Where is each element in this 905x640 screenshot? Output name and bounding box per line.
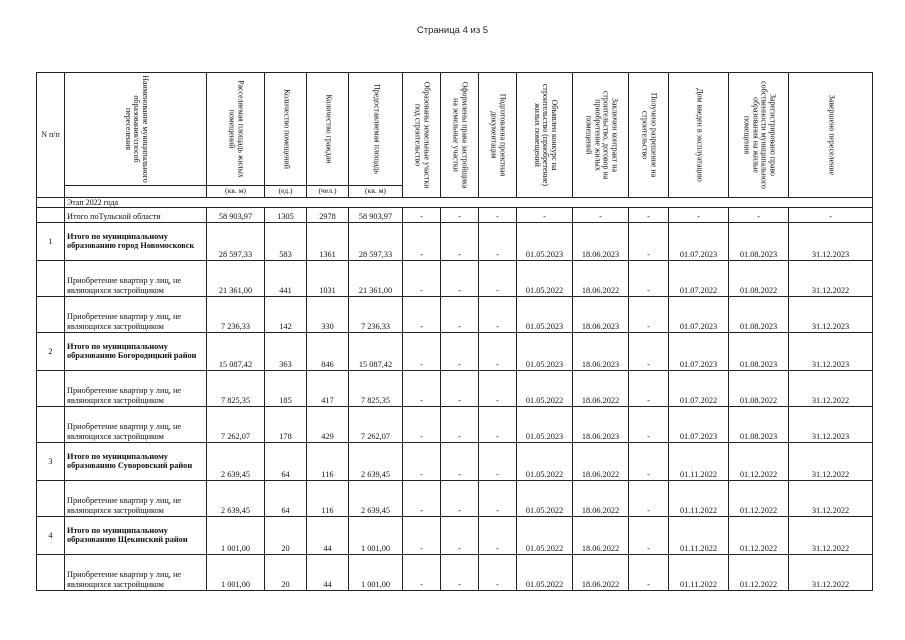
- cell-ownership-date: 01.08.2022: [729, 371, 789, 407]
- method-row: [37, 371, 873, 407]
- cell-permit: -: [629, 261, 669, 297]
- cell-tender-date: 01.05.2022: [517, 517, 573, 555]
- municipality-name: Итого по муниципальному образованию Щекинский район: [65, 517, 207, 555]
- cell-land-plots: -: [403, 371, 441, 407]
- cell-area-provided: 28 597,33: [349, 223, 403, 261]
- cell-project-docs: -: [479, 223, 517, 261]
- cell-land-rights: -: [441, 333, 479, 371]
- cell-area-provided: 1 001,00: [349, 517, 403, 555]
- cell-ownership-date: 01.12.2022: [729, 555, 789, 591]
- cell-permit: -: [629, 407, 669, 443]
- cell-completed-date: 31.12.2023: [789, 223, 873, 261]
- cell-permit: -: [629, 555, 669, 591]
- cell-commissioned-date: 01.07.2023: [669, 297, 729, 333]
- total-dash: -: [441, 208, 479, 223]
- cell-land-rights: -: [441, 371, 479, 407]
- cell-project-docs: -: [479, 333, 517, 371]
- cell-rooms: 441: [265, 261, 307, 297]
- col-header-ownership-registered: Зарегистрировано право собственности муниципального образования на жилые помещения: [729, 73, 789, 198]
- cell-rooms: 178: [265, 407, 307, 443]
- cell-commissioned-date: 01.11.2022: [669, 481, 729, 517]
- row-index: [37, 555, 65, 591]
- cell-commissioned-date: 01.11.2022: [669, 443, 729, 481]
- cell-commissioned-date: 01.07.2023: [669, 223, 729, 261]
- total-dash: -: [403, 208, 441, 223]
- cell-area-resettled: 28 597,33: [207, 223, 265, 261]
- unit-people: (чел.): [307, 186, 349, 198]
- cell-area-provided: 2 639,45: [349, 481, 403, 517]
- cell-area-resettled: 21 361,00: [207, 261, 265, 297]
- cell-completed-date: 31.12.2023: [789, 407, 873, 443]
- col-header-tender-announced: Объявлен конкурс на строительство (приобретение) жилых помещений: [517, 73, 573, 198]
- cell-contract-date: 18.06.2023: [573, 223, 629, 261]
- cell-project-docs: -: [479, 297, 517, 333]
- cell-completed-date: 31.12.2022: [789, 371, 873, 407]
- total-dash: -: [789, 208, 873, 223]
- page-number-header: Страница 4 из 5: [416, 25, 489, 36]
- cell-area-resettled: 2 639,45: [207, 481, 265, 517]
- cell-land-rights: -: [441, 407, 479, 443]
- cell-land-rights: -: [441, 223, 479, 261]
- cell-project-docs: -: [479, 443, 517, 481]
- cell-area-provided: 1 001,00: [349, 555, 403, 591]
- method-row: [37, 261, 873, 297]
- cell-rooms: 64: [265, 443, 307, 481]
- cell-ownership-date: 01.08.2022: [729, 261, 789, 297]
- total-area-provided: 58 903,97: [349, 208, 403, 223]
- method-row: [37, 555, 873, 591]
- cell-contract-date: 18.06.2022: [573, 443, 629, 481]
- municipality-total-row: [37, 443, 873, 481]
- cell-completed-date: 31.12.2022: [789, 481, 873, 517]
- cell-people: 429: [307, 407, 349, 443]
- col-header-resettlement-completed: Завершено переселение: [789, 73, 873, 198]
- col-header-area-provided: Предоставляемая площадь: [349, 73, 403, 186]
- cell-completed-date: 31.12.2023: [789, 297, 873, 333]
- cell-ownership-date: 01.12.2022: [729, 481, 789, 517]
- cell-completed-date: 31.12.2022: [789, 261, 873, 297]
- cell-contract-date: 18.06.2022: [573, 555, 629, 591]
- municipality-name: Итого по муниципальному образованию Богородицкий район: [65, 333, 207, 371]
- total-people: 2978: [307, 208, 349, 223]
- cell-land-rights: -: [441, 297, 479, 333]
- municipality-name: Итого по муниципальному образованию город Новомосковск: [65, 223, 207, 261]
- total-rooms: 1305: [265, 208, 307, 223]
- cell-area-resettled: 2 639,45: [207, 443, 265, 481]
- cell-project-docs: -: [479, 481, 517, 517]
- cell-land-rights: -: [441, 555, 479, 591]
- cell-contract-date: 18.06.2023: [573, 333, 629, 371]
- cell-tender-date: 01.05.2022: [517, 261, 573, 297]
- method-name: Приобретение квартир у лиц, не являющихся застройщиком: [65, 555, 207, 591]
- municipality-total-row: [37, 223, 873, 261]
- total-dash: -: [729, 208, 789, 223]
- cell-permit: -: [629, 443, 669, 481]
- cell-contract-date: 18.06.2023: [573, 297, 629, 333]
- cell-commissioned-date: 01.07.2022: [669, 371, 729, 407]
- municipality-name: Итого по муниципальному образованию Суворовский район: [65, 443, 207, 481]
- col-header-house-commissioned: Дом введен в эксплуатацию: [669, 73, 729, 198]
- cell-rooms: 20: [265, 555, 307, 591]
- cell-land-plots: -: [403, 297, 441, 333]
- cell-permit: -: [629, 223, 669, 261]
- method-row: [37, 297, 873, 333]
- cell-ownership-date: 01.12.2022: [729, 443, 789, 481]
- row-index: [37, 481, 65, 517]
- cell-ownership-date: 01.08.2023: [729, 407, 789, 443]
- cell-area-resettled: 1 001,00: [207, 555, 265, 591]
- cell-people: 116: [307, 481, 349, 517]
- total-dash: -: [629, 208, 669, 223]
- total-name: Итого поТульской области: [65, 208, 207, 223]
- cell-completed-date: 31.12.2023: [789, 333, 873, 371]
- cell-people: 116: [307, 443, 349, 481]
- cell-project-docs: -: [479, 517, 517, 555]
- cell-tender-date: 01.05.2022: [517, 555, 573, 591]
- row-index: 3: [37, 443, 65, 481]
- stage-label: Этап 2022 года: [65, 198, 873, 208]
- cell-people: 330: [307, 297, 349, 333]
- cell-land-plots: -: [403, 517, 441, 555]
- col-header-permit-received: Получено разрешение на строительство: [629, 73, 669, 198]
- cell-tender-date: 01.05.2022: [517, 443, 573, 481]
- cell-people: 417: [307, 371, 349, 407]
- total-area-resettled: 58 903,97: [207, 208, 265, 223]
- cell-contract-date: 18.06.2023: [573, 407, 629, 443]
- cell-area-provided: 7 236,33: [349, 297, 403, 333]
- total-dash: -: [573, 208, 629, 223]
- cell-permit: -: [629, 481, 669, 517]
- col-header-people-count: Количество граждан: [307, 73, 349, 186]
- cell-tender-date: 01.05.2023: [517, 297, 573, 333]
- cell-project-docs: -: [479, 371, 517, 407]
- cell-permit: -: [629, 371, 669, 407]
- cell-ownership-date: 01.08.2023: [729, 333, 789, 371]
- cell-contract-date: 18.06.2022: [573, 517, 629, 555]
- col-header-area-resettled: Расселяемая площадь жилых помещений: [207, 73, 265, 186]
- col-header-project-docs: Подготовлена проектная документация: [479, 73, 517, 198]
- cell-completed-date: 31.12.2022: [789, 517, 873, 555]
- cell-ownership-date: 01.12.2022: [729, 517, 789, 555]
- col-header-npp: N п/п: [37, 73, 65, 198]
- cell-rooms: 185: [265, 371, 307, 407]
- cell-rooms: 20: [265, 517, 307, 555]
- cell-area-resettled: 7 825,35: [207, 371, 265, 407]
- cell-people: 44: [307, 555, 349, 591]
- cell-rooms: 64: [265, 481, 307, 517]
- row-index: 2: [37, 333, 65, 371]
- row-index: 4: [37, 517, 65, 555]
- cell-land-rights: -: [441, 481, 479, 517]
- cell-rooms: 583: [265, 223, 307, 261]
- cell-permit: -: [629, 333, 669, 371]
- cell-people: 44: [307, 517, 349, 555]
- cell-area-resettled: 7 236,33: [207, 297, 265, 333]
- row-index: [37, 297, 65, 333]
- cell-land-plots: -: [403, 407, 441, 443]
- unit-area-resettled: (кв. м): [207, 186, 265, 198]
- cell-ownership-date: 01.08.2023: [729, 223, 789, 261]
- cell-land-rights: -: [441, 261, 479, 297]
- unit-area-provided: (кв. м): [349, 186, 403, 198]
- cell-land-plots: -: [403, 223, 441, 261]
- col-header-contract-signed: Заключен контракт на строительство, договор на приобретение жилых помещений: [573, 73, 629, 198]
- cell-tender-date: 01.05.2023: [517, 223, 573, 261]
- cell-ownership-date: 01.08.2023: [729, 297, 789, 333]
- municipality-total-row: [37, 517, 873, 555]
- cell-permit: -: [629, 297, 669, 333]
- total-row: [37, 208, 873, 223]
- method-name: Приобретение квартир у лиц, не являющихся застройщиком: [65, 297, 207, 333]
- cell-area-provided: 15 087,42: [349, 333, 403, 371]
- cell-people: 1031: [307, 261, 349, 297]
- header-row: [37, 73, 873, 186]
- cell-contract-date: 18.06.2022: [573, 481, 629, 517]
- total-dash: -: [479, 208, 517, 223]
- resettlement-plan-table: [36, 72, 873, 591]
- cell-people: 846: [307, 333, 349, 371]
- cell-people: 1361: [307, 223, 349, 261]
- cell-tender-date: 01.05.2023: [517, 333, 573, 371]
- cell-land-plots: -: [403, 333, 441, 371]
- row-index: [37, 261, 65, 297]
- cell-permit: -: [629, 517, 669, 555]
- method-row: [37, 481, 873, 517]
- cell-completed-date: 31.12.2022: [789, 443, 873, 481]
- row-index: [37, 407, 65, 443]
- cell-land-rights: -: [441, 443, 479, 481]
- cell-tender-date: 01.05.2022: [517, 481, 573, 517]
- cell-land-plots: -: [403, 443, 441, 481]
- cell-area-provided: 7 262,07: [349, 407, 403, 443]
- total-dash: -: [669, 208, 729, 223]
- cell-completed-date: 31.12.2022: [789, 555, 873, 591]
- total-dash: -: [517, 208, 573, 223]
- col-header-land-rights: Оформлены права застройщика на земельные участки: [441, 73, 479, 198]
- cell-land-plots: -: [403, 555, 441, 591]
- unit-rooms: (ед.): [265, 186, 307, 198]
- cell-land-plots: -: [403, 481, 441, 517]
- method-row: [37, 407, 873, 443]
- method-name: Приобретение квартир у лиц, не являющихся застройщиком: [65, 261, 207, 297]
- cell-tender-date: 01.05.2023: [517, 407, 573, 443]
- stage-row: [37, 198, 873, 208]
- col-header-name: Наименование муниципального образования/способ переселения: [65, 73, 207, 186]
- cell-commissioned-date: 01.07.2023: [669, 407, 729, 443]
- cell-area-provided: 7 825,35: [349, 371, 403, 407]
- cell-commissioned-date: 01.07.2023: [669, 333, 729, 371]
- cell-contract-date: 18.06.2022: [573, 371, 629, 407]
- col-header-land-plots: Образованы земельные участки под строительство: [403, 73, 441, 198]
- cell-project-docs: -: [479, 407, 517, 443]
- cell-area-provided: 21 361,00: [349, 261, 403, 297]
- row-index: 1: [37, 223, 65, 261]
- cell-commissioned-date: 01.11.2022: [669, 555, 729, 591]
- cell-land-plots: -: [403, 261, 441, 297]
- method-name: Приобретение квартир у лиц, не являющихся застройщиком: [65, 407, 207, 443]
- cell-tender-date: 01.05.2022: [517, 371, 573, 407]
- cell-area-provided: 2 639,45: [349, 443, 403, 481]
- cell-rooms: 142: [265, 297, 307, 333]
- cell-area-resettled: 1 001,00: [207, 517, 265, 555]
- cell-area-resettled: 7 262,07: [207, 407, 265, 443]
- row-index: [37, 371, 65, 407]
- cell-project-docs: -: [479, 261, 517, 297]
- cell-land-rights: -: [441, 517, 479, 555]
- method-name: Приобретение квартир у лиц, не являющихся застройщиком: [65, 481, 207, 517]
- method-name: Приобретение квартир у лиц, не являющихся застройщиком: [65, 371, 207, 407]
- units-name-empty: [65, 186, 207, 198]
- cell-contract-date: 18.06.2022: [573, 261, 629, 297]
- cell-area-resettled: 15 087,42: [207, 333, 265, 371]
- municipality-total-row: [37, 333, 873, 371]
- cell-project-docs: -: [479, 555, 517, 591]
- col-header-rooms-count: Количество помещений: [265, 73, 307, 186]
- cell-commissioned-date: 01.07.2022: [669, 261, 729, 297]
- cell-rooms: 363: [265, 333, 307, 371]
- cell-commissioned-date: 01.11.2022: [669, 517, 729, 555]
